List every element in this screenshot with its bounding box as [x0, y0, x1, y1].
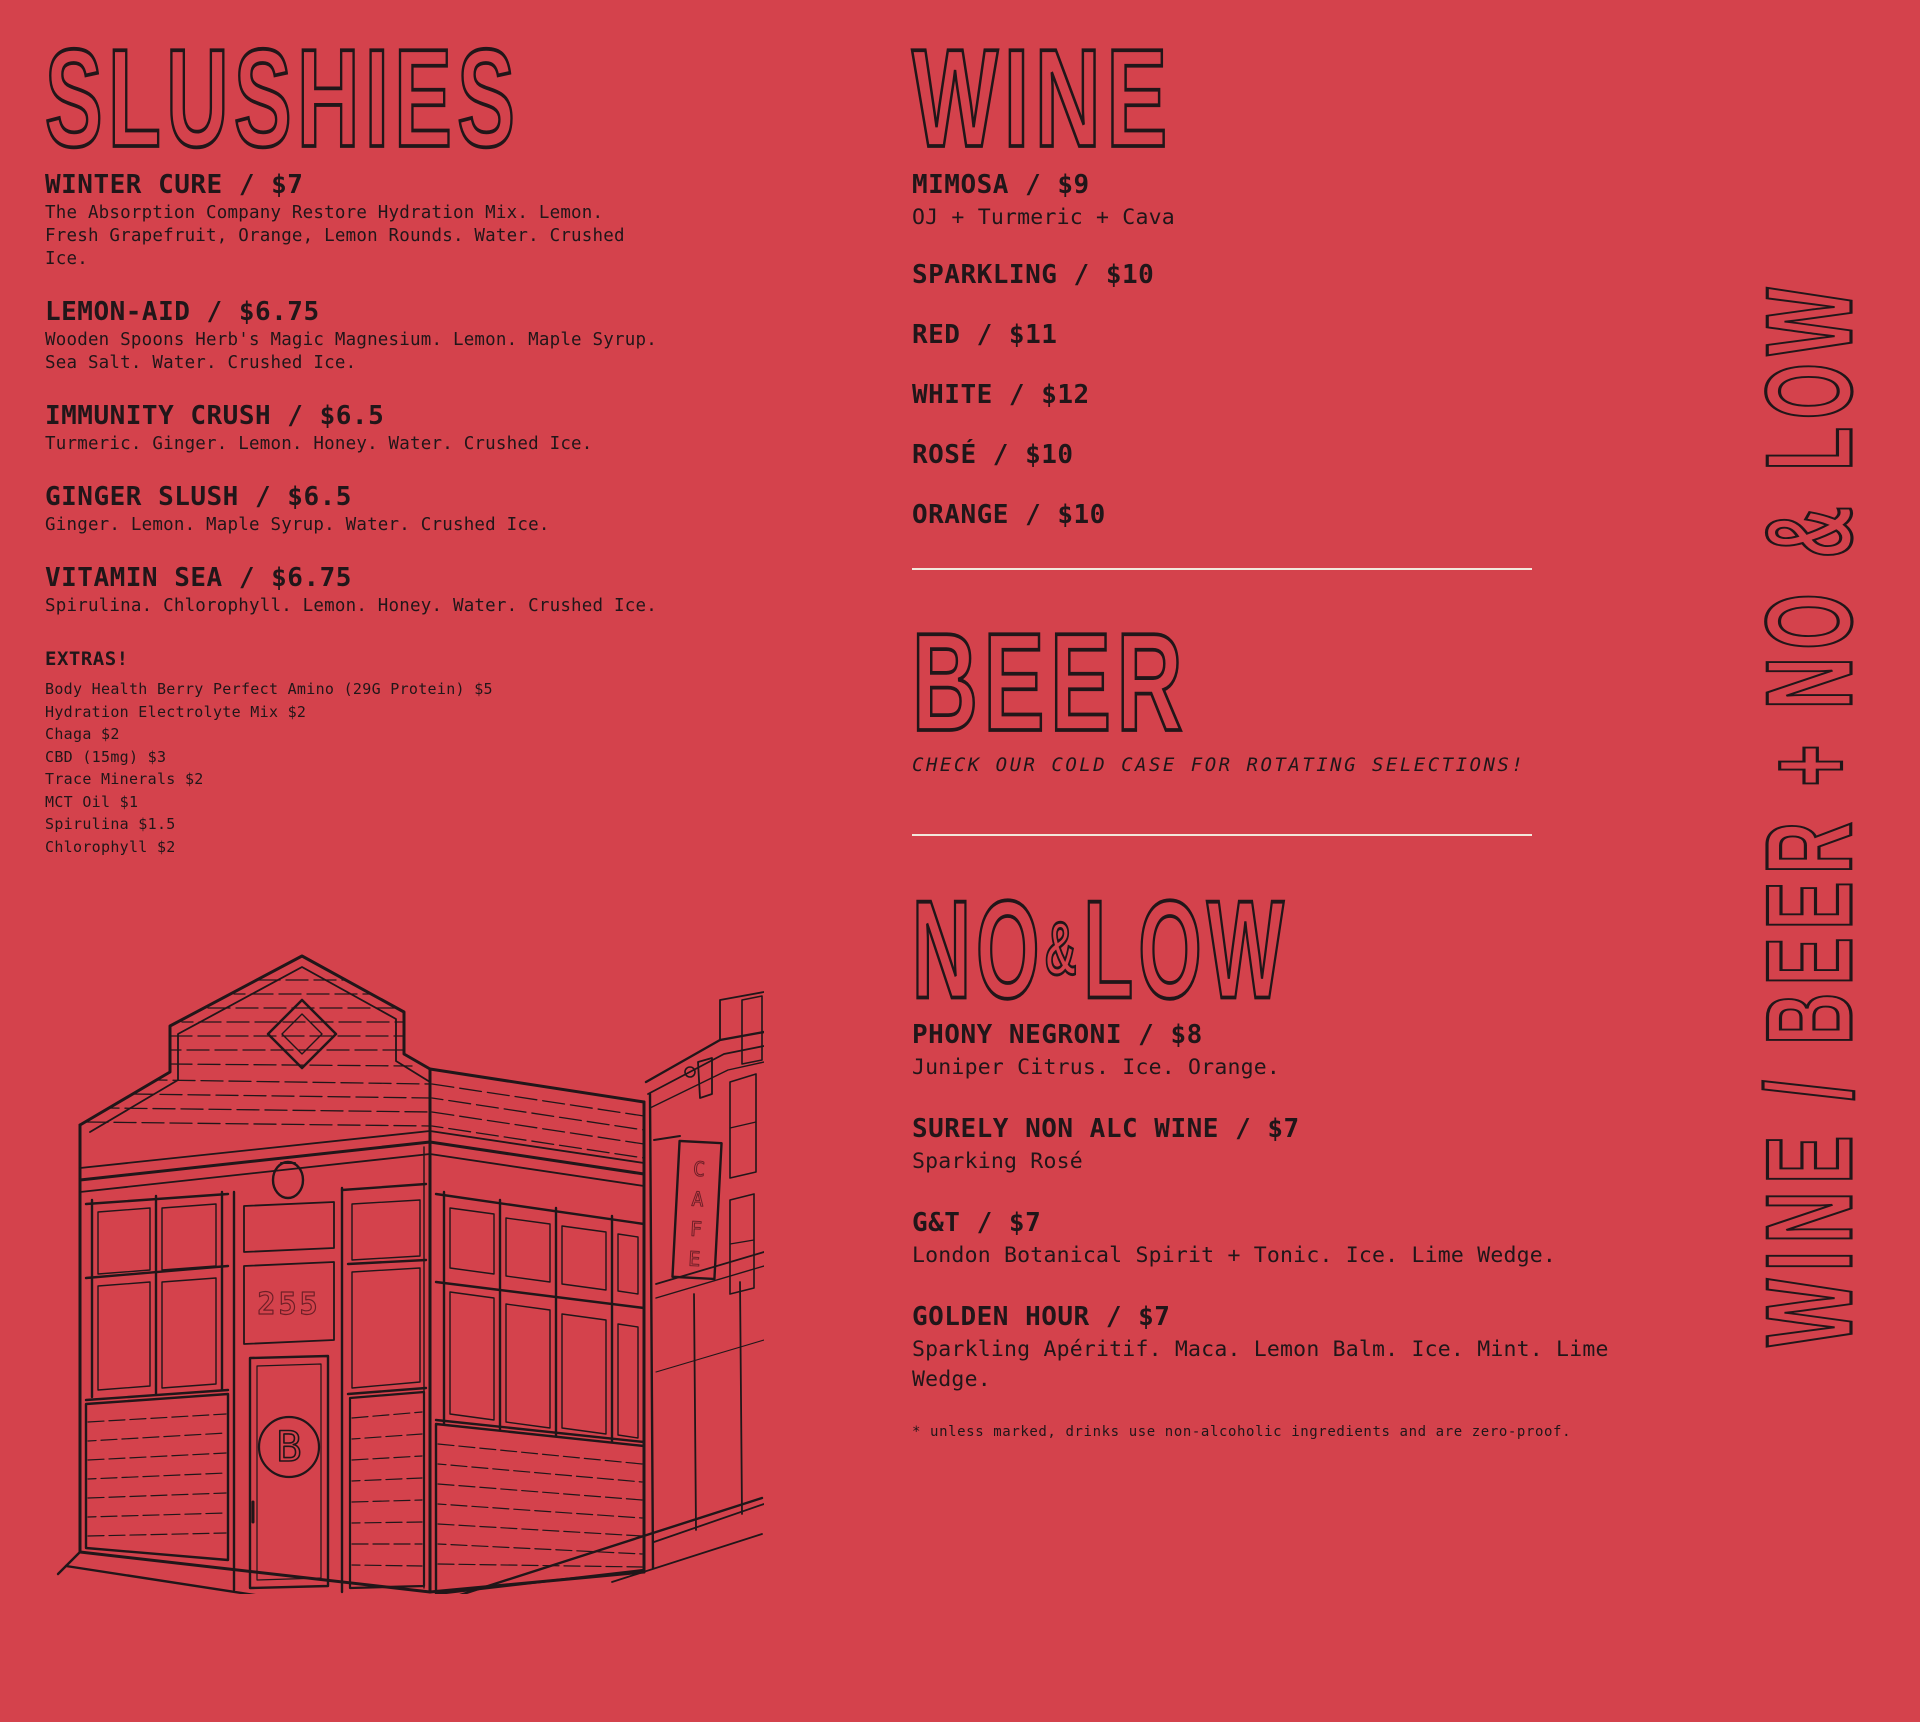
item-desc-line: London Botanical Spirit + Tonic. Ice. Lime Wedge.	[912, 1243, 1557, 1268]
menu-item-immunity-crush	[45, 399, 745, 456]
cafe-sign-letter: F	[689, 1216, 703, 1242]
extras-block	[45, 646, 745, 858]
nolow-heading-no: NO	[912, 872, 1045, 1028]
zero-proof-footnote: * unless marked, drinks use non-alcoholic ingredients and are zero-proof.	[912, 1424, 1572, 1440]
menu-item-winter-cure	[45, 168, 745, 271]
item-desc-line: Sparking Rosé	[912, 1149, 1083, 1174]
extras-heading: EXTRAS!	[45, 648, 129, 670]
vertical-sidebar-label-text: WINE / BEER + NO & LOW	[1742, 279, 1878, 1347]
menu-item-mimosa	[912, 168, 1612, 232]
item-title: VITAMIN SEA / $6.75	[45, 563, 352, 593]
diamond-ornament	[268, 1000, 336, 1068]
slushies-section	[45, 21, 745, 858]
nolow-heading-ampersand: &	[1044, 907, 1084, 992]
cafe-sign-letter: A	[690, 1186, 705, 1212]
item-desc-line: OJ + Turmeric + Cava	[912, 205, 1175, 230]
item-desc-line: Ginger. Lemon. Maple Syrup. Water. Crushed Ice.	[45, 515, 550, 535]
item-desc-line: Juniper Citrus. Ice. Orange.	[912, 1055, 1281, 1080]
item-title: SPARKLING / $10	[912, 260, 1155, 290]
extras-line: MCT Oil $1	[45, 792, 139, 811]
menu-item-gandt	[912, 1206, 1612, 1270]
item-title: MIMOSA / $9	[912, 170, 1090, 200]
menu-item-orange	[912, 498, 1612, 532]
item-title: IMMUNITY CRUSH / $6.5	[45, 401, 385, 431]
nolow-heading	[912, 872, 1612, 1028]
menu-item-sparkling	[912, 258, 1612, 292]
wine-heading-text: WINE	[912, 21, 1173, 177]
slushies-heading-text: SLUSHIES	[45, 21, 521, 177]
extras-line: Chaga $2	[45, 725, 120, 743]
item-title: SURELY NON ALC WINE / $7	[912, 1114, 1300, 1144]
nolow-heading-text	[912, 872, 1289, 1028]
item-title: ROSÉ / $10	[912, 440, 1074, 470]
extras-line: Trace Minerals $2	[45, 770, 204, 788]
storefront-illustration-svg	[52, 942, 764, 1594]
cafe-sign	[672, 1141, 721, 1279]
beer-note: CHECK OUR COLD CASE FOR ROTATING SELECTIONS!	[912, 754, 1526, 776]
menu-item-red	[912, 318, 1612, 352]
item-desc-line: Fresh Grapefruit, Orange, Lemon Rounds. Water. Crushed	[45, 226, 625, 246]
extras-line: Chlorophyll $2	[45, 837, 176, 856]
item-desc-line: The Absorption Company Restore Hydration Mix. Lemon.	[45, 203, 604, 223]
item-title: WINTER CURE / $7	[45, 170, 304, 200]
cafe-sign-letter: E	[687, 1246, 702, 1272]
item-title: GOLDEN HOUR / $7	[912, 1302, 1171, 1332]
item-desc-line: Sparkling Apéritif. Maca. Lemon Balm. Ice. Mint. Lime	[912, 1337, 1609, 1362]
menu-item-white	[912, 378, 1612, 412]
section-divider	[912, 568, 1532, 570]
vertical-sidebar-label	[1742, 253, 1878, 1373]
door-lamp	[273, 1162, 303, 1198]
extras-line: Spirulina $1.5	[45, 815, 176, 833]
storefront-illustration	[52, 942, 764, 1594]
cafe-sign-letter: C	[692, 1156, 706, 1182]
item-title: PHONY NEGRONI / $8	[912, 1020, 1203, 1050]
menu-item-vitamin-sea	[45, 561, 745, 618]
nolow-heading-low: LOW	[1083, 872, 1289, 1028]
extras-line: CBD (15mg) $3	[45, 747, 167, 766]
door-monogram: B	[276, 1422, 302, 1471]
wine-beer-nolow-section	[912, 21, 1612, 1440]
item-desc-line: Turmeric. Ginger. Lemon. Honey. Water. Crushed Ice.	[45, 434, 593, 454]
extras-line: Hydration Electrolyte Mix $2	[45, 702, 307, 721]
item-title: G&T / $7	[912, 1208, 1042, 1238]
menu-item-golden-hour	[912, 1300, 1612, 1394]
beer-heading-text: BEER	[912, 605, 1189, 761]
extras-line: Body Health Berry Perfect Amino (29G Protein) $5	[45, 680, 493, 698]
item-desc-line: Ice.	[45, 249, 88, 269]
menu-item-ginger-slush	[45, 480, 745, 537]
item-desc-line: Spirulina. Chlorophyll. Lemon. Honey. Water. Crushed Ice.	[45, 596, 657, 616]
door	[250, 1356, 328, 1588]
item-desc-line: Wedge.	[912, 1367, 991, 1392]
item-title: GINGER SLUSH / $6.5	[45, 482, 352, 512]
address-number: 255	[257, 1287, 321, 1322]
item-desc-line: Sea Salt. Water. Crushed Ice.	[45, 353, 357, 373]
item-desc-line: Wooden Spoons Herb's Magic Magnesium. Lemon. Maple Syrup.	[45, 330, 657, 350]
item-title: LEMON-AID / $6.75	[45, 297, 320, 327]
item-title: ORANGE / $10	[912, 500, 1106, 530]
slushies-heading	[45, 21, 745, 177]
menu-item-surely-non-alc	[912, 1112, 1612, 1176]
wine-heading	[912, 21, 1612, 177]
item-title: WHITE / $12	[912, 380, 1090, 410]
beer-heading	[912, 605, 1612, 761]
menu-item-lemon-aid	[45, 295, 745, 375]
menu-item-rose	[912, 438, 1612, 472]
item-title: RED / $11	[912, 320, 1058, 350]
section-divider	[912, 834, 1532, 836]
